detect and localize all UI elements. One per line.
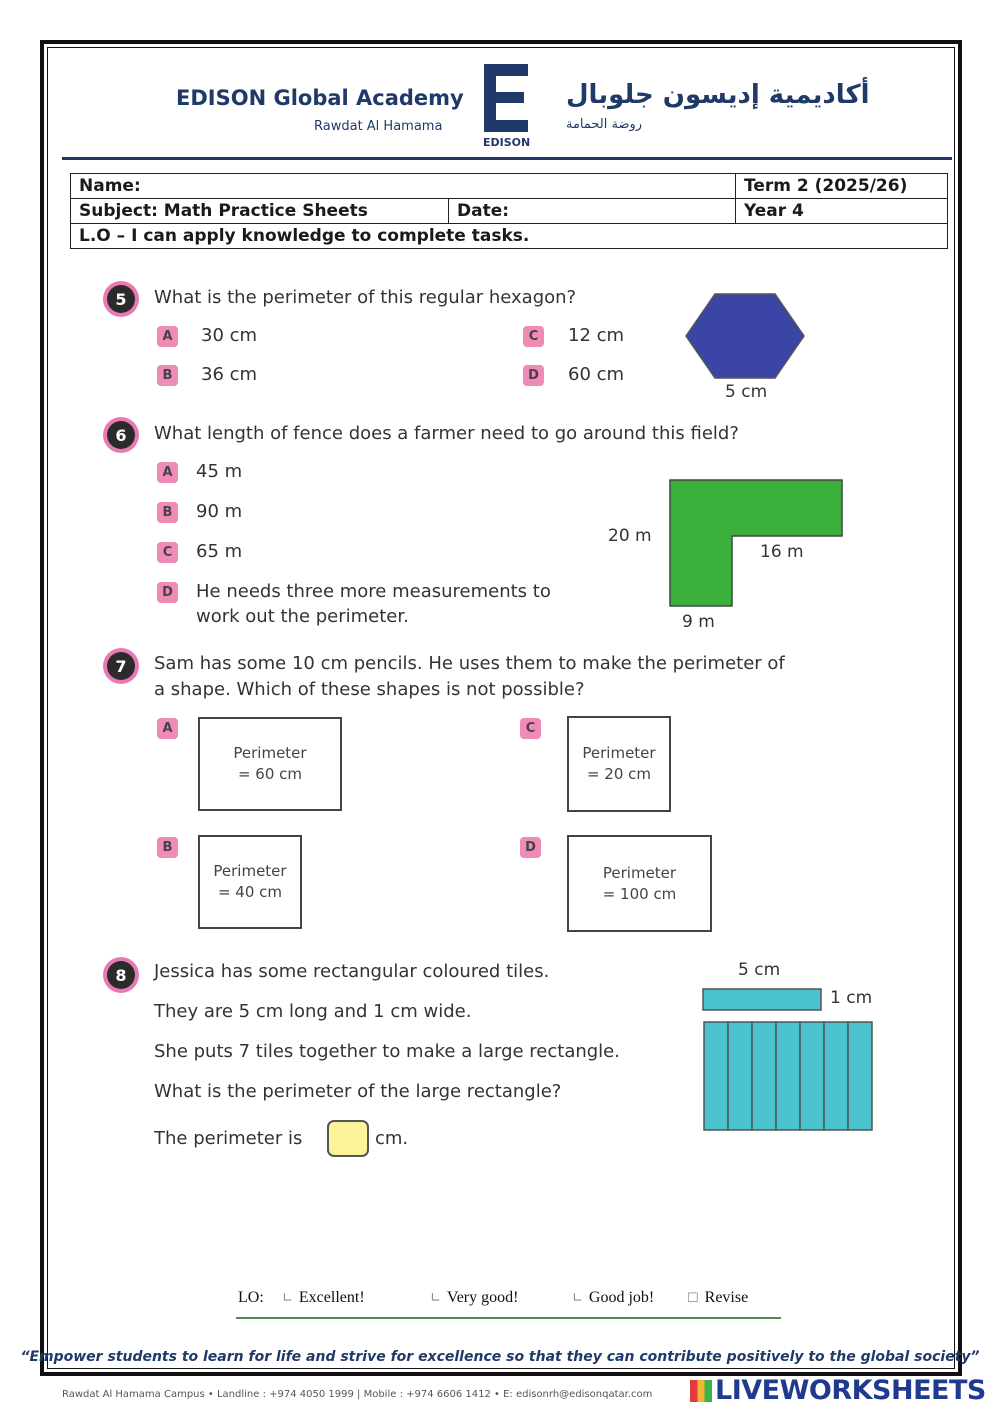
tile-3 — [752, 1022, 776, 1130]
q6-option-b-text[interactable]: 90 m — [196, 501, 243, 522]
tile-2 — [728, 1022, 752, 1130]
q7-option-b-box[interactable] — [198, 835, 302, 929]
subject-cell: Subject: Math Practice Sheets — [71, 199, 449, 224]
checkbox-icon: ∟ — [572, 1291, 583, 1306]
edison-logo-icon — [484, 64, 530, 134]
question-6-text: What length of fence does a farmer need to go around this field? — [154, 423, 739, 444]
question-8-line2: They are 5 cm long and 1 cm wide. — [154, 1001, 472, 1022]
rating-very-good[interactable]: ∟ Very good! — [430, 1289, 519, 1306]
single-tile — [702, 988, 822, 1012]
campus-name-en: Rawdat Al Hamama — [314, 119, 443, 134]
hexagon-shape — [684, 292, 806, 382]
question-7-text-line2: a shape. Which of these shapes is not possible? — [154, 679, 585, 700]
term-cell: Term 2 (2025/26) — [736, 174, 948, 199]
hexagon-side-label: 5 cm — [725, 382, 768, 402]
question-7-text-line1: Sam has some 10 cm pencils. He uses them to make the perimeter of — [154, 653, 785, 674]
q7-option-d-box[interactable] — [567, 835, 712, 932]
school-name-en: EDISON Global Academy — [176, 86, 464, 110]
tile-5 — [800, 1022, 824, 1130]
checkbox-icon: ∟ — [282, 1291, 293, 1306]
logo-caption: EDISON — [483, 136, 531, 149]
school-name-ar: أكاديمية إديسون جلوبال — [566, 80, 870, 110]
year-cell: Year 4 — [736, 199, 948, 224]
q6-option-b-badge[interactable]: B — [157, 502, 178, 523]
learning-objective: L.O – I can apply knowledge to complete tasks. — [71, 224, 948, 249]
q6-option-c-badge[interactable]: C — [157, 542, 178, 563]
question-number-8: 8 — [107, 961, 135, 989]
q6-option-d-text[interactable]: He needs three more measurements to — [196, 581, 551, 602]
liveworksheets-logo-icon — [690, 1380, 712, 1402]
question-8-line1: Jessica has some rectangular coloured tiles. — [154, 961, 550, 982]
answer-suffix: cm. — [375, 1128, 409, 1149]
tile-1 — [704, 1022, 728, 1130]
question-8-line3: She puts 7 tiles together to make a large rectangle. — [154, 1041, 620, 1062]
q5-option-d-text[interactable]: 60 cm — [568, 364, 625, 385]
checkbox-icon: ∟ — [430, 1291, 441, 1306]
rating-good-job[interactable]: ∟ Good job! — [572, 1289, 655, 1306]
q7-option-a-badge[interactable]: A — [157, 718, 178, 739]
q5-option-a-text[interactable]: 30 cm — [201, 325, 258, 346]
name-field[interactable]: Name: — [71, 174, 736, 199]
tile-6 — [824, 1022, 848, 1130]
field-height-label: 20 m — [608, 526, 652, 546]
liveworksheets-watermark: LIVEWORKSHEETS — [690, 1375, 986, 1406]
q5-option-c-text[interactable]: 12 cm — [568, 325, 625, 346]
q7-option-c-box[interactable] — [567, 716, 671, 812]
q6-option-d-badge[interactable]: D — [157, 582, 178, 603]
field-bottom-label: 9 m — [682, 612, 715, 632]
lo-underline — [236, 1317, 781, 1319]
student-info-table — [70, 173, 948, 249]
rating-excellent[interactable]: ∟ Excellent! — [282, 1289, 365, 1306]
q7-option-b-badge[interactable]: B — [157, 837, 178, 858]
q7-option-b-line1: Perimeter — [213, 862, 287, 880]
q6-option-a-text[interactable]: 45 m — [196, 461, 243, 482]
rating-revise[interactable]: ☐ Revise — [687, 1289, 749, 1306]
checkbox-icon: ☐ — [687, 1291, 699, 1306]
field-inner-label: 16 m — [760, 542, 804, 562]
q6-option-d-text-line2[interactable]: work out the perimeter. — [196, 606, 409, 627]
tile-4 — [776, 1022, 800, 1130]
q5-option-b-badge[interactable]: B — [157, 365, 178, 386]
large-tile-rectangle — [702, 1020, 874, 1132]
q7-option-c-badge[interactable]: C — [520, 718, 541, 739]
q7-option-c-line2: = 20 cm — [586, 765, 652, 783]
answer-prefix: The perimeter is — [154, 1128, 303, 1149]
tile-length-label: 5 cm — [738, 960, 781, 980]
q7-option-d-line2: = 100 cm — [602, 884, 677, 903]
q5-option-b-text[interactable]: 36 cm — [201, 364, 258, 385]
question-8-line4: What is the perimeter of the large rectangle? — [154, 1081, 562, 1102]
q7-option-c-line1: Perimeter — [582, 744, 656, 762]
campus-name-ar: روضة الحمامة — [566, 117, 643, 132]
q5-option-d-badge[interactable]: D — [523, 365, 544, 386]
question-5-text: What is the perimeter of this regular hexagon? — [154, 287, 577, 308]
q5-option-c-badge[interactable]: C — [523, 326, 544, 347]
l-shaped-field — [668, 478, 844, 608]
question-number-7: 7 — [107, 652, 135, 680]
question-number-6: 6 — [107, 421, 135, 449]
header-divider — [62, 157, 952, 160]
q7-option-a-line2: = 60 cm — [237, 765, 303, 783]
q5-option-a-badge[interactable]: A — [157, 326, 178, 347]
q6-option-a-badge[interactable]: A — [157, 462, 178, 483]
q7-option-b-line2: = 40 cm — [217, 883, 283, 901]
answer-input-box[interactable] — [327, 1120, 369, 1157]
tile-width-label: 1 cm — [830, 988, 873, 1008]
question-number-5: 5 — [107, 285, 135, 313]
date-field[interactable]: Date: — [449, 199, 736, 224]
q7-option-a-box[interactable] — [198, 717, 342, 811]
q6-option-c-text[interactable]: 65 m — [196, 541, 243, 562]
q7-option-d-line1: Perimeter — [602, 863, 677, 882]
q7-option-a-line1: Perimeter — [233, 744, 307, 762]
tile-7 — [848, 1022, 872, 1130]
q7-option-d-badge[interactable]: D — [520, 837, 541, 858]
school-motto: “Empower students to learn for life and strive for excellence so that they can contribute positively to the global society” — [20, 1349, 980, 1365]
lo-rating-label: LO: — [238, 1289, 264, 1306]
contact-footer: Rawdat Al Hamama Campus • Landline : +974 4050 1999 | Mobile : +974 6606 1412 • E: edisonrh@edisonqatar.com — [62, 1389, 653, 1400]
